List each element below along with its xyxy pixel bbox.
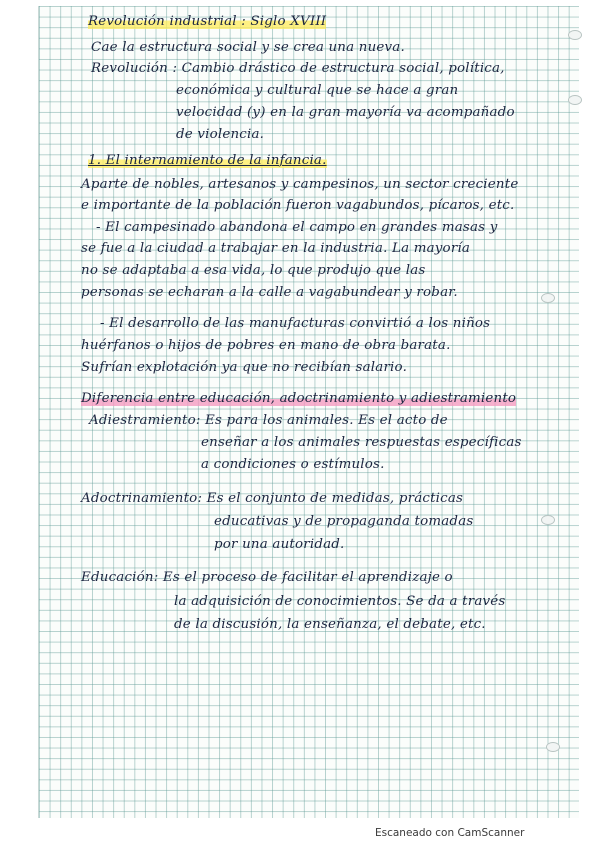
note-line: la adquisición de conocimientos. Se da a través [174, 594, 506, 609]
note-line: huérfanos o hijos de pobres en mano de obra barata. [81, 338, 451, 353]
title-revolucion-industrial: Revolución industrial : Siglo XVIII [88, 14, 327, 29]
note-line: velocidad (y) en la gran mayoría va acompañado [176, 105, 515, 120]
note-line: e importante de la población fueron vagabundos, pícaros, etc. [81, 198, 515, 213]
note-line: se fue a la ciudad a trabajar en la industria. La mayoría [81, 241, 471, 256]
note-line: Aparte de nobles, artesanos y campesinos, un sector creciente [81, 177, 519, 192]
section-heading-internamiento: 1. El internamiento de la infancia. [88, 153, 327, 168]
definition-adiestramiento: Adiestramiento: Es para los animales. Es el acto de [89, 413, 448, 428]
grid-notebook-paper [38, 6, 579, 818]
note-line: económica y cultural que se hace a gran [176, 83, 459, 98]
note-line: Sufrían explotación ya que no recibían salario. [81, 360, 408, 375]
note-line: Cae la estructura social y se crea una nueva. [91, 40, 405, 55]
scanner-watermark: Escaneado con CamScanner [375, 827, 525, 839]
definition-revolucion-term: Revolución : Cambio drástico de estructura social, política, [91, 61, 505, 76]
note-line: personas se echaran a la calle a vagabundear y robar. [81, 285, 458, 300]
binder-hole [568, 30, 582, 40]
note-line: por una autoridad. [214, 537, 345, 552]
definition-adoctrinamiento: Adoctrinamiento: Es el conjunto de medidas, prácticas [81, 491, 464, 506]
binder-hole [541, 515, 555, 525]
bullet-line: - El campesinado abandona el campo en grandes masas y [96, 220, 498, 235]
note-line: de la discusión, la enseñanza, el debate, etc. [174, 617, 486, 632]
binder-hole [541, 293, 555, 303]
note-line: educativas y de propaganda tomadas [214, 514, 474, 529]
definition-educacion: Educación: Es el proceso de facilitar el aprendizaje o [81, 570, 453, 585]
note-line: no se adaptaba a esa vida, lo que produjo que las [81, 263, 426, 278]
note-line: a condiciones o estímulos. [201, 457, 385, 472]
note-line: de violencia. [176, 127, 265, 142]
binder-hole [546, 742, 560, 752]
binder-hole [568, 95, 582, 105]
section-heading-diferencia: Diferencia entre educación, adoctrinamiento y adiestramiento [81, 391, 517, 406]
bullet-line: - El desarrollo de las manufacturas convirtió a los niños [100, 316, 491, 331]
note-line: enseñar a los animales respuestas específicas [201, 435, 522, 450]
